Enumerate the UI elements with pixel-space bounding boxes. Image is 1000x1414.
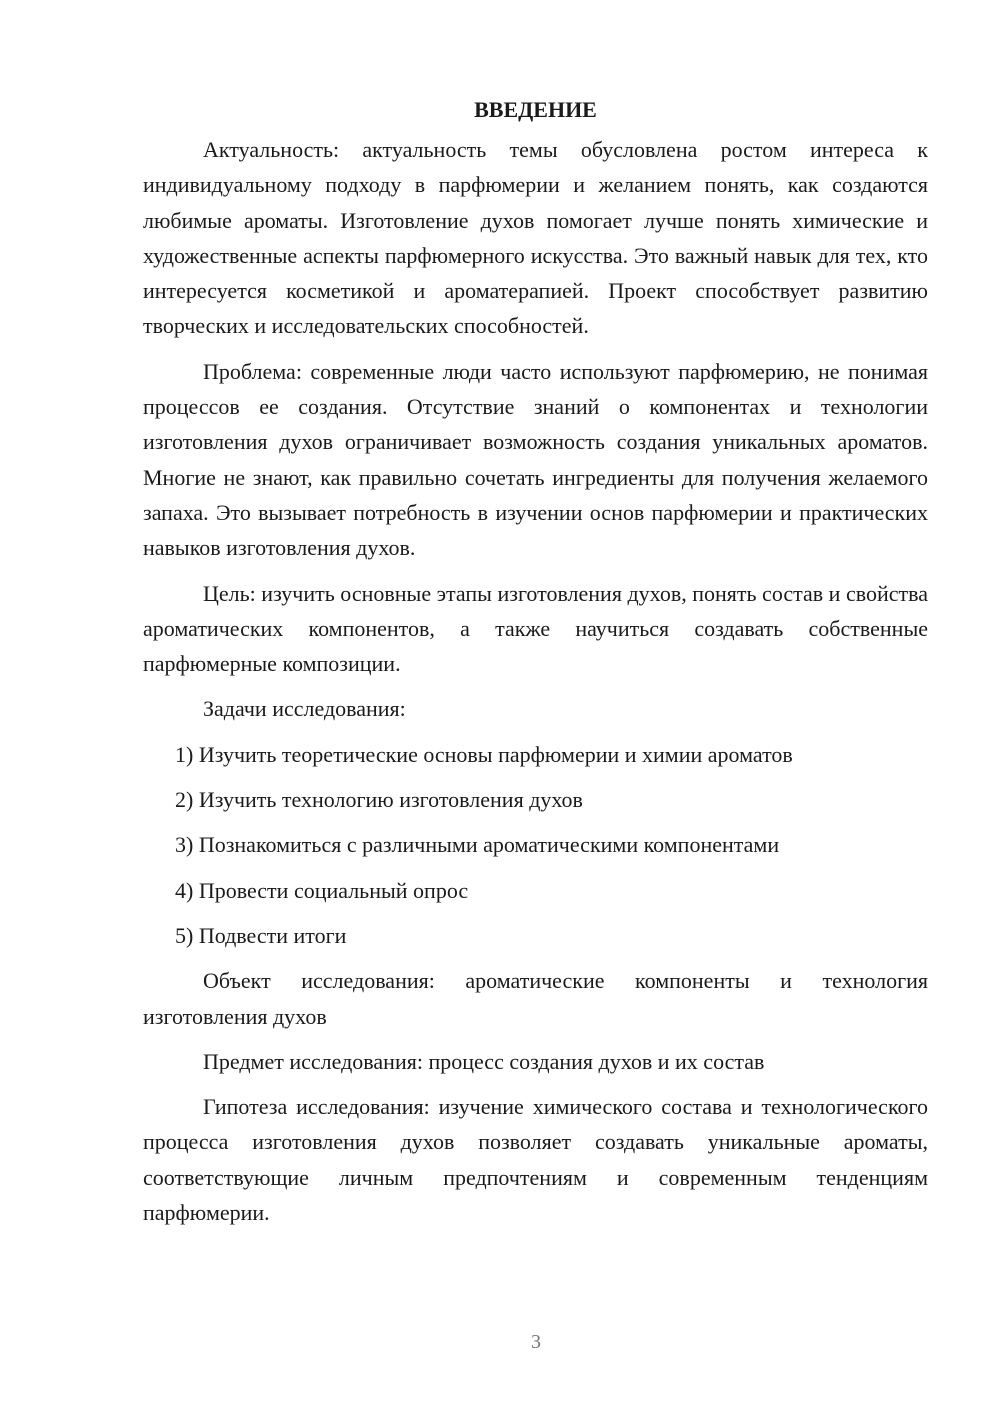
task-item: 4) Провести социальный опрос — [175, 877, 469, 903]
page-number: 3 — [531, 1331, 541, 1353]
page-title: ВВЕДЕНИЕ — [474, 97, 597, 122]
page-content — [143, 92, 928, 1240]
task-item: 2) Изучить технологию изготовления духов — [175, 787, 583, 813]
task-item: 3) Познакомиться с различными ароматическими компонентами — [175, 832, 780, 858]
tasks-list — [143, 737, 928, 953]
subject-paragraph: Предмет исследования: процесс создания духов и их состав — [203, 1048, 765, 1074]
tasks-heading: Задачи исследования: — [203, 696, 406, 722]
goal-paragraph: Цель: изучить основные этапы изготовления духов, понять состав и свойства ароматических компонентов, а также научиться создавать собственные парфюмерные композиции. — [143, 580, 928, 677]
relevance-paragraph: Актуальность: актуальность темы обусловлена ростом интереса к индивидуальному подходу в парфюмерии и желанием понять, как создаются любимые ароматы. Изготовление духов помогает лучше понять химические и художественные аспекты парфюмерного искусства. Это важный навык для тех, кто интересуется косметикой и ароматерапией. Проект способствует развитию творческих и исследовательских способностей. — [143, 137, 928, 339]
task-item: 1) Изучить теоретические основы парфюмерии и химии ароматов — [175, 741, 793, 767]
task-item: 5) Подвести итоги — [175, 922, 347, 948]
object-paragraph: Объект исследования: ароматические компоненты и технология изготовления духов — [143, 968, 928, 1029]
hypothesis-paragraph: Гипотеза исследования: изучение химического состава и технологического процесса изготовления духов позволяет создавать уникальные ароматы, соответствующие личным предпочтениям и современным тенденциям парфюмерии. — [143, 1094, 928, 1226]
problem-paragraph: Проблема: современные люди часто используют парфюмерию, не понимая процессов ее создания. Отсутствие знаний о компонентах и технологии изготовления духов ограничивает возможность создания уникальных ароматов. Многие не знают, как правильно сочетать ингредиенты для получения желаемого запаха. Это вызывает потребность в изучении основ парфюмерии и практических навыков изготовления духов. — [143, 358, 928, 561]
